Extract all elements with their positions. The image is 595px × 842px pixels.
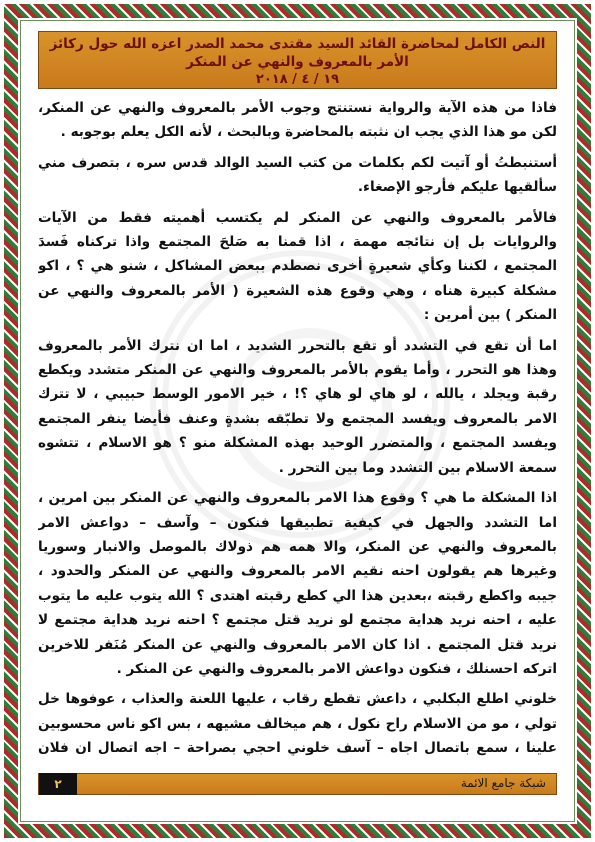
paragraph: خلوني اطلع البكلبي ، داعش تقطع رقاب ، عليها اللعنة والعذاب ، عوفوها خل تولي ، مو من الاسلام راح نكول ، هم ميخالف مشيهه ، بس اكو ناس محسوبين علينا ، سمع باتصال اجاه – آسف خلوني احجي بصراحة – اجه اتصال ان فلان xyxy=(38,691,557,757)
paragraph: اما أن تقع في التشدد أو تقع بالتحرر الشديد ، اما ان نترك الأمر بالمعروف وهذا هو التحرر ، وأما يقوم بالأمر بالمعروف والنهي عن المنكر متشدد ويكطع رقبة ويجلد ، يالله ، لو هاي لو هاي ؟! ، خير الامور الوسط حبيبي ، لا تترك الامر بالمعروف ويفسد المجتمع ولا تطبّقه بشدةٍ وعنف فأيضا ينفر المجتمع ويفسد المجتمع ، والمتضرر الوحيد بهذه المشكلة منو ؟ هو الاسلام ، تتشوه سمعة الاسلام بين التشدد وما بين التحرر . xyxy=(38,337,557,476)
paragraph: اذا المشكلة ما هي ؟ وقوع هذا الامر بالمعروف والنهي عن المنكر بين امرين ، اما التشدد والجهل في كيفية تطبيقها فنكون – وآسف – دواعش الامر بالمعروف والنهي عن المنكر، والا همه هم ذولاك بالموصل والانبار وسوريا وغيرها هم يقولون احنه نقيم الامر بالمعروف والنهي عن المنكر والحدود ، جيبه واكطع رقبته ،بعدين هذا الي كطع رقبته اهتدى ؟ الله يتوب عليه ما يتوب عليه ، احنه نريد هداية مجتمع لو نريد قتل مجتمع ؟ احنه نريد هداية مجتمع لا نريد قتل المجتمع . اذا كان الامر بالمعروف والنهي عن المنكر مُنَفر للاخرين اتركه احسنلك ، فنكون دواعش الامر بالمعروف والنهي عن المنكر . xyxy=(38,490,557,677)
page-footer xyxy=(38,773,557,795)
document-header xyxy=(38,31,557,89)
document-body xyxy=(38,96,557,764)
paragraph: فالأمر بالمعروف والنهي عن المنكر لم يكتسب أهميته فقط من الآيات والروايات بل إن نتائجه مهمة ، اذا قمنا به صَلحَ المجتمع واذا تركناه فَسدَ المجتمع ، لكننا وكأي شعيرةٍ أخرى نصطدم ببعض المشاكل ، شنو هي ؟ ، اكو مشكلة كبيرة هناه ، وهي وقوع هذه الشعيرة ( الأمر بالمعروف والنهي عن المنكر ) بين أمرين : xyxy=(38,209,557,324)
paragraph: فاذا من هذه الآية والرواية نستنتج وجوب الأمر بالمعروف والنهي عن المنكر، لكن مو هذا الذي يجب ان نثبته بالمحاضرة وبالبحث ، لأنه الكل يعلم بوجوبه . xyxy=(38,100,557,141)
page-number: ٢ xyxy=(39,773,77,795)
document-date: ١٩ / ٤ / ٢٠١٨ xyxy=(255,72,340,87)
document-title: النص الكامل لمحاضرة القائد السيد مقتدى محمد الصدر اعزه الله حول ركائز الأمر بالمعروف والنهي عن المنكر xyxy=(49,36,546,70)
paragraph: أستنبطتُ أو آتيت لكم بكلمات من كتب السيد الوالد قدس سره ، بتصرف مني سألقيها عليكم فأرجو الإصغاء. xyxy=(38,154,557,196)
footer-site-name: شبكة جامع الائمة xyxy=(460,776,546,790)
